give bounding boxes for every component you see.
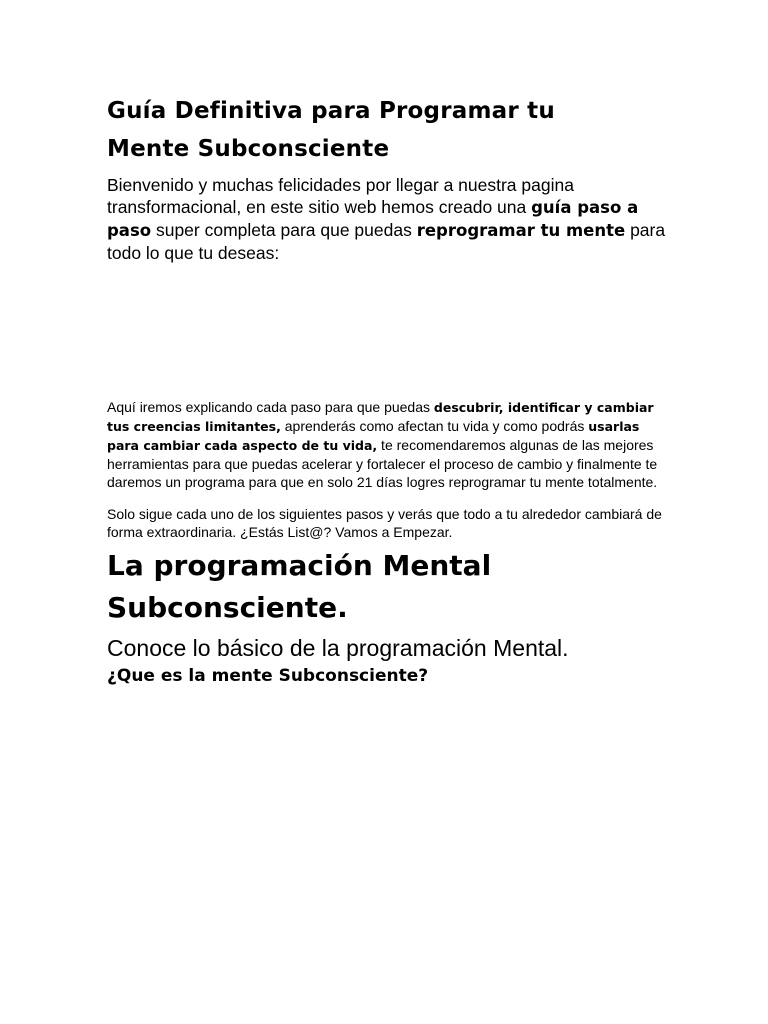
page-title <box>107 92 687 168</box>
intro-text-1: Bienvenido y muchas felicidades por llegar a nuestra pagina transformacional, en este sitio web hemos creado una <box>107 175 574 217</box>
section-heading-line1: La programación Mental <box>107 549 492 582</box>
body-paragraph-2: Solo sigue cada uno de los siguientes pasos y verás que todo a tu alrededor cambiará de forma extraordinaria. ¿Estás List@? Vamos a Empezar. <box>107 506 662 540</box>
intro-bold-2: reprogramar tu mente <box>416 221 626 240</box>
page-title-line2: Mente Subconsciente <box>107 136 390 162</box>
body-text-2: aprenderás como afectan tu vida y como podrás <box>280 418 589 434</box>
document-page <box>107 92 687 688</box>
section-heading-line2: Subconsciente. <box>107 591 348 624</box>
section-question: ¿Que es la mente Subconsciente? <box>107 666 429 686</box>
section-heading <box>107 545 687 629</box>
body-paragraph-1 <box>107 398 667 491</box>
blank-space <box>107 264 687 398</box>
body-text-1: Aquí iremos explicando cada paso para que puedas <box>107 399 434 415</box>
intro-text-3: para todo lo que tu deseas: <box>107 220 666 263</box>
intro-bold-1: guía paso a paso <box>107 198 639 240</box>
section-subtitle: Conoce lo básico de la programación Mental. <box>107 635 569 661</box>
intro-text-2: super completa para que puedas <box>151 220 417 240</box>
body-text-3: te recomendaremos algunas de las mejores herramientas para que puedas acelerar y fortalecer el proceso de cambio y finalmente te daremos un programa para que en solo 21 días logres reprogramar tu mente totalmente. <box>107 437 658 490</box>
body-bold-2: usarlas para cambiar cada aspecto de tu vida, <box>107 419 640 453</box>
body-bold-1: descubrir, identificar y cambiar tus creencias limitantes, <box>107 400 654 434</box>
intro-paragraph <box>107 174 672 264</box>
page-title-line1: Guía Definitiva para Programar tu <box>107 98 555 124</box>
